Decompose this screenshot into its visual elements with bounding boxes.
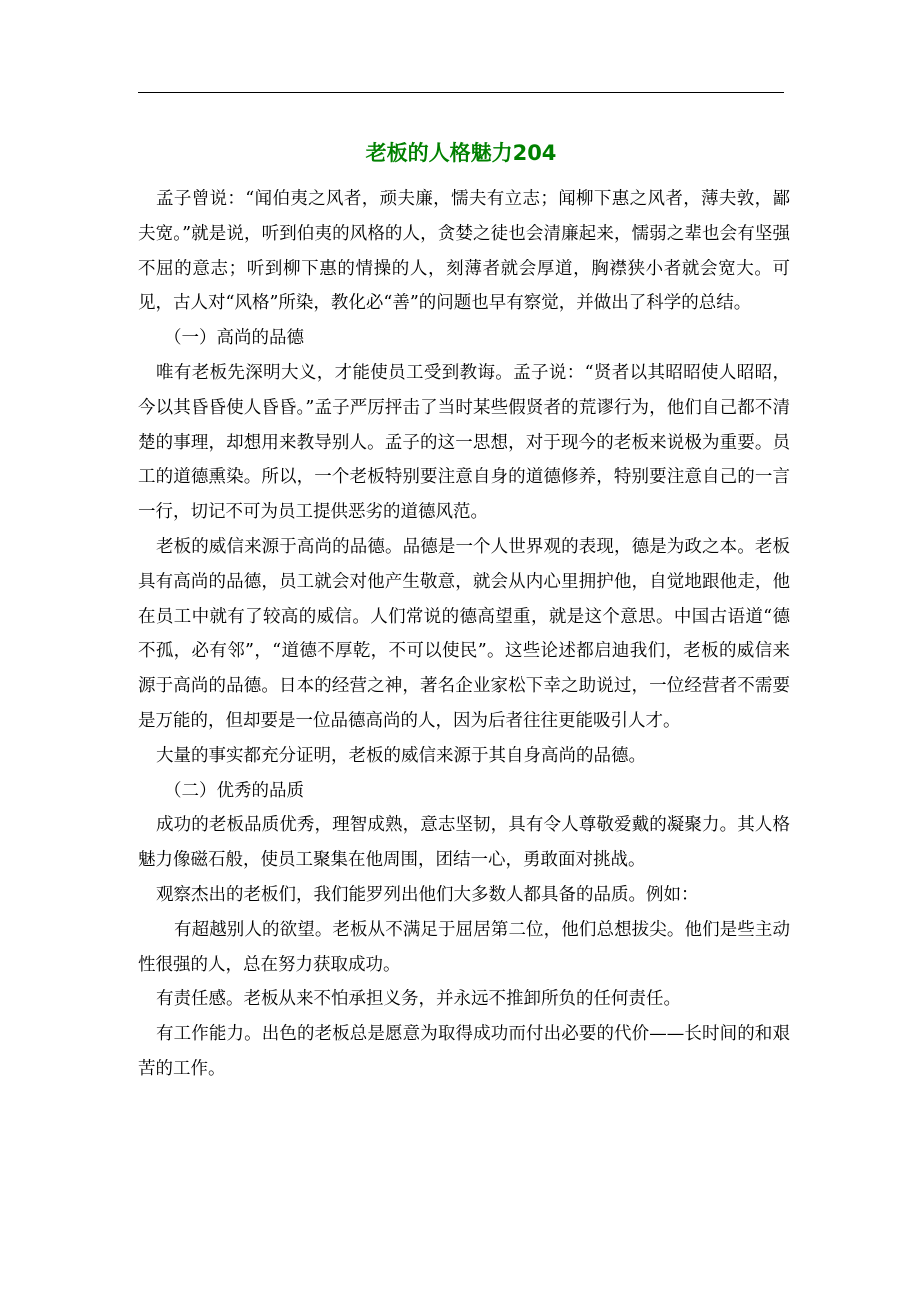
document-title: 老板的人格魅力204 xyxy=(365,141,557,165)
paragraph: 有工作能力。出色的老板总是愿意为取得成功而付出必要的代价——长时间的和艰苦的工作。 xyxy=(138,1024,790,1079)
paragraph: 成功的老板品质优秀，理智成熟，意志坚韧，具有令人尊敬爱戴的凝聚力。其人格魅力像磁石般，使员工聚集在他周围，团结一心，勇敢面对挑战。 xyxy=(138,815,790,871)
paragraph: 唯有老板先深明大义，才能使员工受到教诲。孟子说：“贤者以其昭昭使人昭昭，今以其昏昏使人昏昏。”孟子严厉抨击了当时某些假贤者的荒谬行为，他们自己都不清楚的事理，却想用来教导别人。孟子的这一思想，对于现今的老板来说极为重要。员工的道德熏染。所以，一个老板特别要注意自身的道德修养，特别要注意自己的一言一行，切记不可为员工提供恶劣的道德风范。 xyxy=(138,362,790,523)
header-rule xyxy=(138,92,784,93)
paragraph: 大量的事实都充分证明，老板的威信来源于其自身高尚的品德。 xyxy=(156,745,646,766)
paragraph: 有超越别人的欲望。老板从不满足于屈居第二位，他们总想拔尖。他们是些主动性很强的人，总在努力获取成功。 xyxy=(138,919,790,975)
paragraph: 孟子曾说：“闻伯夷之风者，顽夫廉，懦夫有立志；闻柳下惠之风者，薄夫敦，鄙夫宽。”就是说，听到伯夷的风格的人，贪婪之徒也会清廉起来，懦弱之辈也会有坚强不屈的意志；听到柳下惠的情操的人，刻薄者就会厚道，胸襟狭小者就会宽大。可见，古人对“风格”所染，教化必“善”的问题也早有察觉，并做出了科学的总结。 xyxy=(138,189,790,314)
paragraph: 观察杰出的老板们，我们能罗列出他们大多数人都具备的品质。例如： xyxy=(156,884,699,905)
section-heading: （二）优秀的品质 xyxy=(164,780,304,801)
paragraph: 有责任感。老板从来不怕承担义务，并永远不推卸所负的任何责任。 xyxy=(156,989,681,1010)
paragraph: 老板的威信来源于高尚的品德。品德是一个人世界观的表现，德是为政之本。老板具有高尚的品德，员工就会对他产生敬意，就会从内心里拥护他，自觉地跟他走，他在员工中就有了较高的威信。人们常说的德高望重，就是这个意思。中国古语道“德不孤，必有邻”，“道德不厚乾，不可以使民”。这些论述都启迪我们，老板的威信来源于高尚的品德。日本的经营之神，著名企业家松下幸之助说过，一位经营者不需要是万能的，但却要是一位品德高尚的人，因为后者往往更能吸引人才。 xyxy=(138,536,790,731)
document-body xyxy=(138,182,790,1087)
section-heading: （一）高尚的品德 xyxy=(164,328,304,349)
